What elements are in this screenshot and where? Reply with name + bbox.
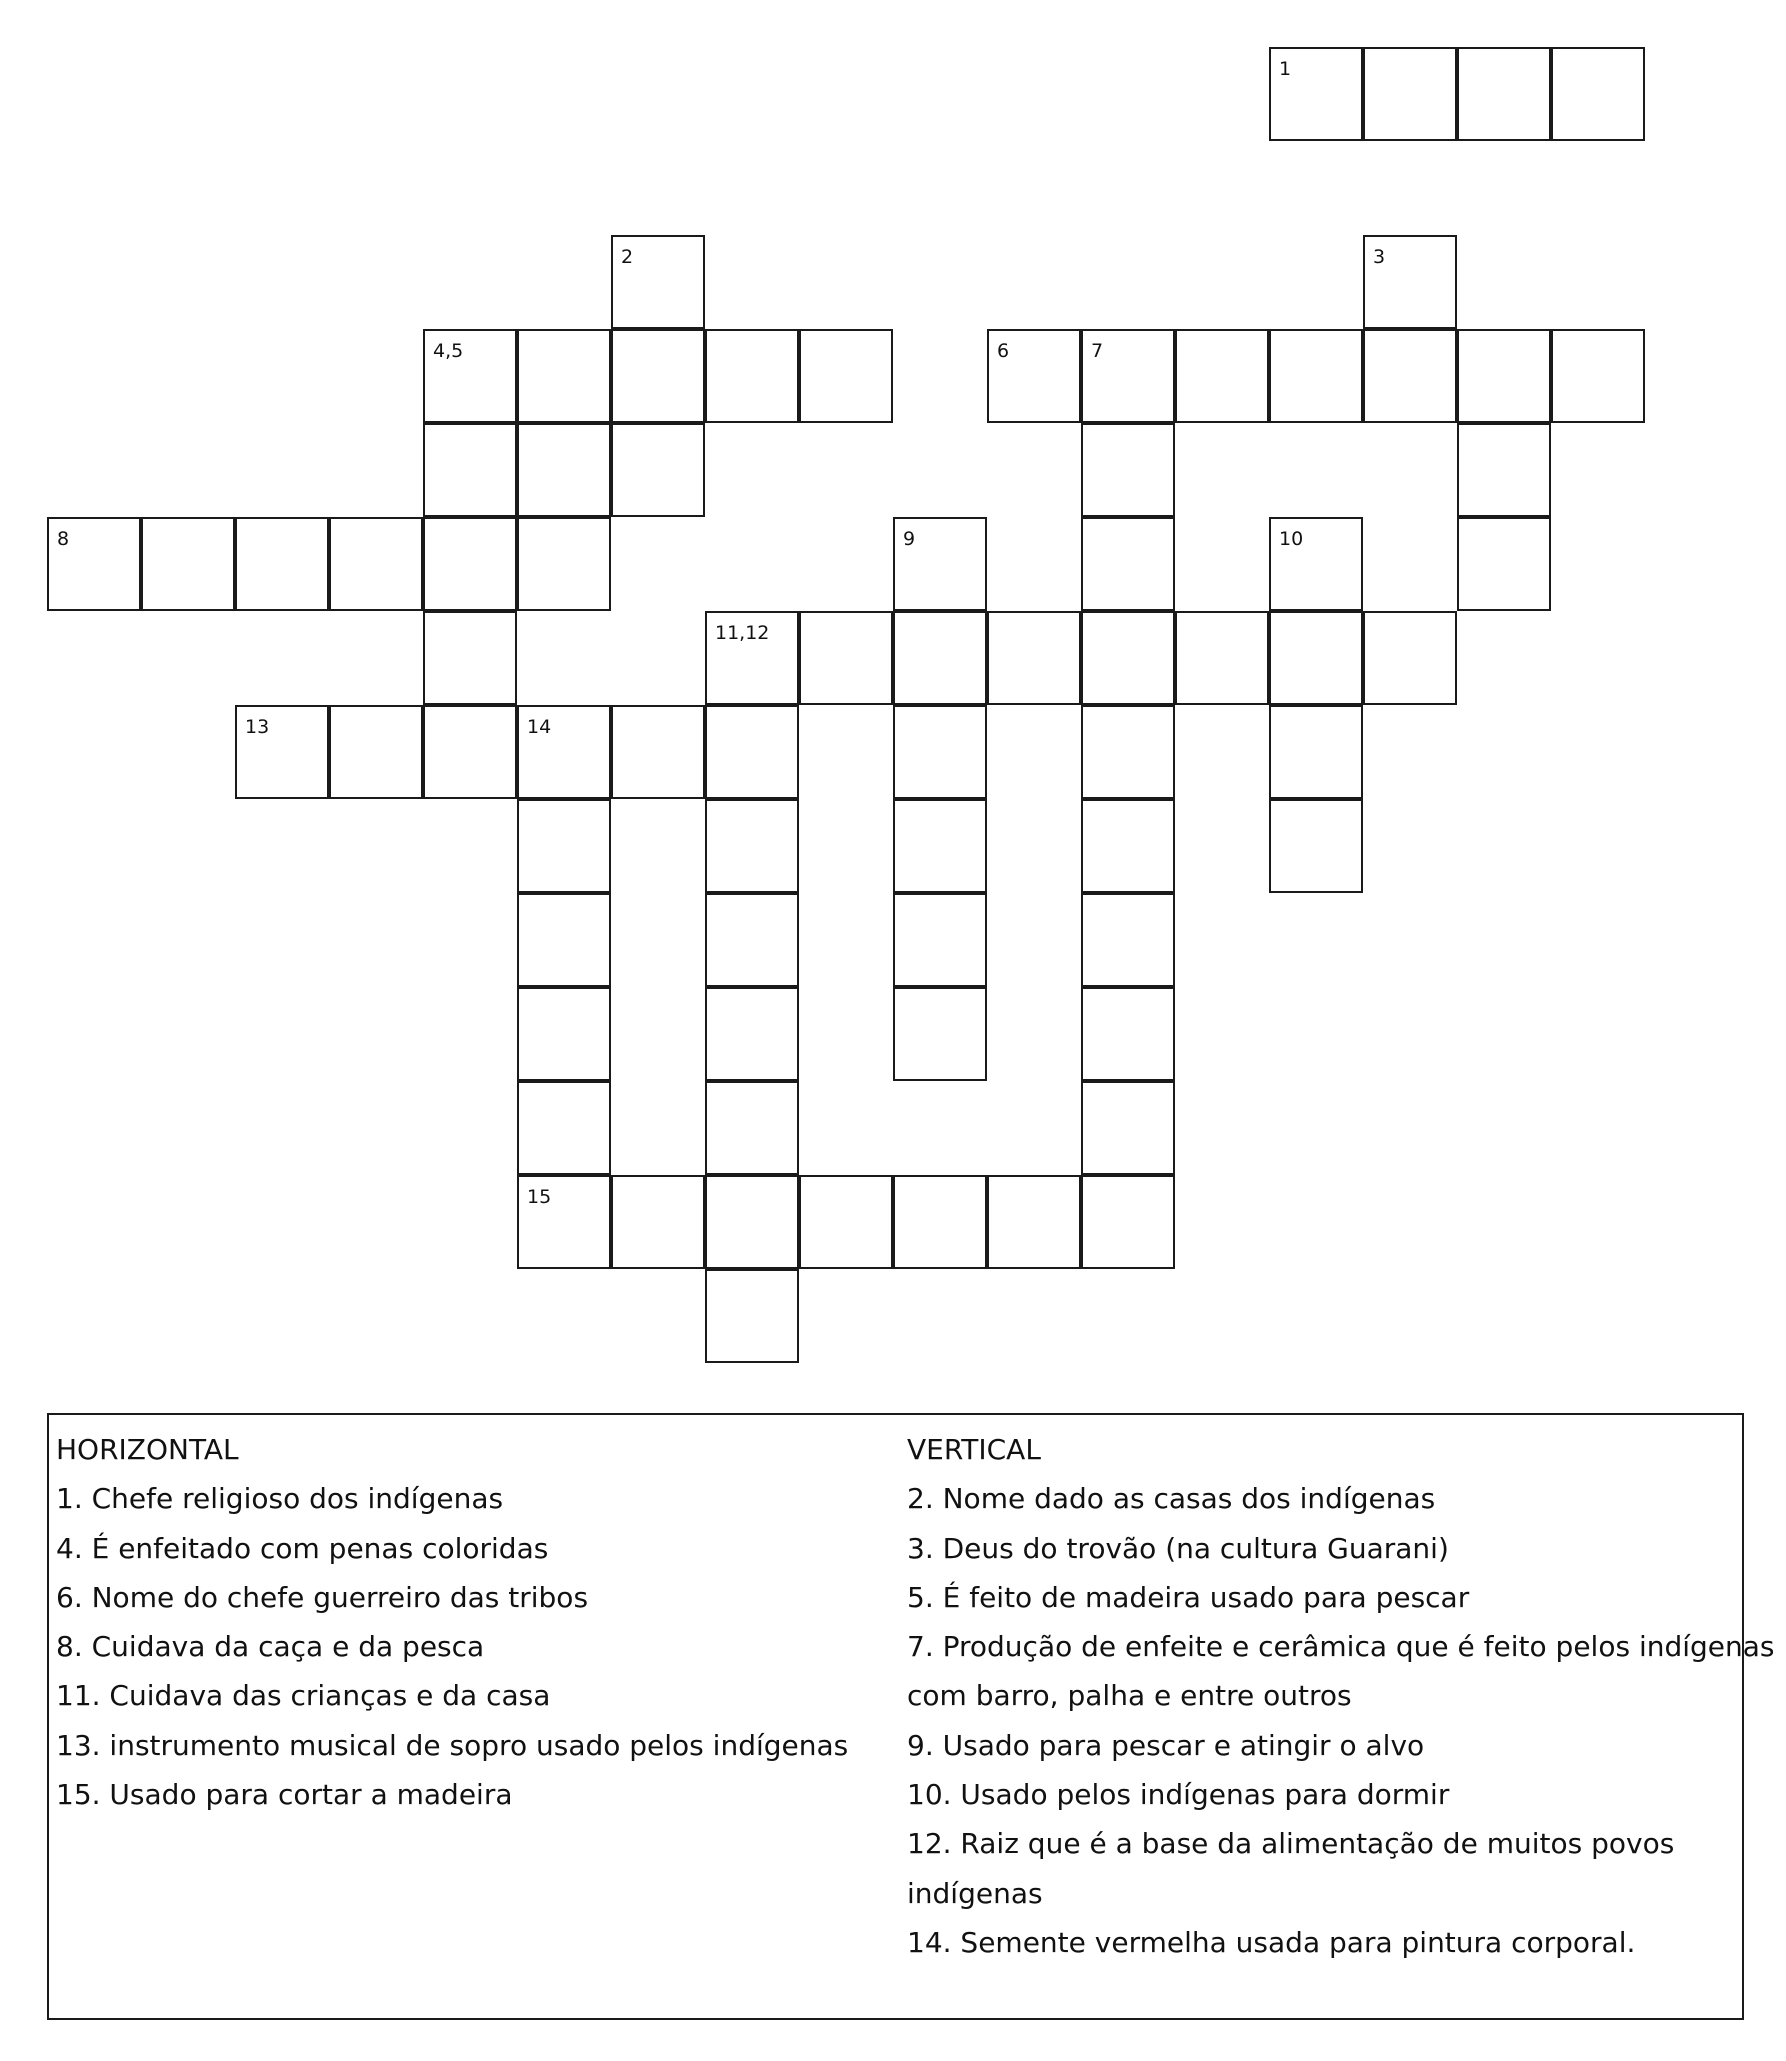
clue-line: indígenas [907, 1876, 1043, 1910]
crossword-cell[interactable] [517, 1175, 611, 1269]
clue-line: 11. Cuidava das crianças e da casa [56, 1679, 551, 1713]
crossword-cell[interactable] [705, 329, 799, 423]
crossword-cell[interactable] [799, 329, 893, 423]
clue-line: 8. Cuidava da caça e da pesca [56, 1630, 485, 1664]
crossword-cell[interactable] [423, 611, 517, 705]
crossword-cell[interactable] [893, 705, 987, 799]
crossword-cell[interactable] [1269, 705, 1363, 799]
clue-line: 15. Usado para cortar a madeira [56, 1778, 513, 1812]
clue-line: 1. Chefe religioso dos indígenas [56, 1482, 504, 1516]
crossword-cell[interactable] [1081, 423, 1175, 517]
clue-number: 8 [57, 528, 70, 550]
clue-line: 7. Produção de enfeite e cerâmica que é feito pelos indígenas [907, 1630, 1775, 1664]
crossword-cell[interactable] [47, 517, 141, 611]
clue-number: 10 [1279, 528, 1304, 550]
crossword-cell[interactable] [1363, 329, 1457, 423]
crossword-cell[interactable] [893, 893, 987, 987]
clue-number: 14 [527, 716, 552, 738]
clue-number: 4,5 [433, 340, 464, 362]
crossword-cell[interactable] [517, 329, 611, 423]
crossword-cell[interactable] [611, 1175, 705, 1269]
crossword-cell[interactable] [517, 517, 611, 611]
crossword-cell[interactable] [611, 329, 705, 423]
crossword-cell[interactable] [611, 423, 705, 517]
horizontal-clues [56, 1425, 886, 1819]
crossword-cell[interactable] [1081, 987, 1175, 1081]
crossword-cell[interactable] [893, 799, 987, 893]
crossword-cell[interactable] [1081, 1081, 1175, 1175]
crossword-cell[interactable] [705, 1269, 799, 1363]
crossword-cell[interactable] [329, 705, 423, 799]
crossword-cell[interactable] [517, 799, 611, 893]
crossword-cell[interactable] [235, 517, 329, 611]
vertical-clues [907, 1425, 1775, 1967]
crossword-cell[interactable] [799, 1175, 893, 1269]
crossword-cell[interactable] [705, 1081, 799, 1175]
crossword-cell[interactable] [1457, 329, 1551, 423]
crossword-cell[interactable] [893, 1175, 987, 1269]
crossword-cell[interactable] [705, 611, 799, 705]
clue-line: 14. Semente vermelha usada para pintura corporal. [907, 1925, 1636, 1959]
crossword-cell[interactable] [1269, 611, 1363, 705]
vertical-title: VERTICAL [907, 1433, 1041, 1466]
clue-number: 6 [997, 340, 1010, 362]
crossword-cell[interactable] [1551, 329, 1645, 423]
crossword-cell[interactable] [987, 611, 1081, 705]
crossword-cell[interactable] [1081, 893, 1175, 987]
clue-line: com barro, palha e entre outros [907, 1679, 1352, 1713]
crossword-cell[interactable] [1269, 329, 1363, 423]
clue-number: 11,12 [715, 622, 770, 644]
clue-number: 2 [621, 246, 634, 268]
crossword-cell[interactable] [705, 705, 799, 799]
crossword-cell[interactable] [1081, 799, 1175, 893]
crossword-cell[interactable] [705, 893, 799, 987]
crossword-cell[interactable] [1457, 47, 1551, 141]
clue-line: 12. Raiz que é a base da alimentação de muitos povos [907, 1827, 1675, 1861]
crossword-cell[interactable] [423, 329, 517, 423]
crossword-cell[interactable] [517, 987, 611, 1081]
crossword-cell[interactable] [1081, 329, 1175, 423]
crossword-cell[interactable] [611, 705, 705, 799]
crossword-cell[interactable] [517, 1081, 611, 1175]
crossword-cell[interactable] [1175, 329, 1269, 423]
crossword-cell[interactable] [141, 517, 235, 611]
crossword-cell[interactable] [1081, 705, 1175, 799]
clue-line: 9. Usado para pescar e atingir o alvo [907, 1728, 1425, 1762]
crossword-cell[interactable] [799, 611, 893, 705]
crossword-cell[interactable] [1269, 517, 1363, 611]
clue-number: 1 [1279, 58, 1292, 80]
clue-number: 3 [1373, 246, 1386, 268]
crossword-cell[interactable] [987, 329, 1081, 423]
crossword-cell[interactable] [1081, 611, 1175, 705]
crossword-cell[interactable] [893, 987, 987, 1081]
clue-line: 5. É feito de madeira usado para pescar [907, 1580, 1470, 1614]
crossword-cell[interactable] [1363, 611, 1457, 705]
crossword-cell[interactable] [1081, 517, 1175, 611]
clue-number: 7 [1091, 340, 1104, 362]
crossword-cell[interactable] [705, 799, 799, 893]
clue-number: 15 [527, 1186, 552, 1208]
clue-line: 2. Nome dado as casas dos indígenas [907, 1482, 1436, 1516]
crossword-cell[interactable] [1081, 1175, 1175, 1269]
clue-number: 9 [903, 528, 916, 550]
crossword-cell[interactable] [1457, 517, 1551, 611]
clue-line: 13. instrumento musical de sopro usado pelos indígenas [56, 1728, 849, 1762]
clue-number: 13 [245, 716, 270, 738]
crossword-cell[interactable] [517, 423, 611, 517]
clue-line: 4. É enfeitado com penas coloridas [56, 1531, 549, 1565]
crossword-cell[interactable] [705, 987, 799, 1081]
crossword-cell[interactable] [1175, 611, 1269, 705]
crossword-cell[interactable] [329, 517, 423, 611]
crossword-cell[interactable] [1269, 799, 1363, 893]
crossword-cell[interactable] [423, 705, 517, 799]
crossword-cell[interactable] [517, 705, 611, 799]
crossword-cell[interactable] [611, 235, 705, 329]
crossword-cell[interactable] [1269, 47, 1363, 141]
crossword-cell[interactable] [1457, 423, 1551, 517]
crossword-cell[interactable] [893, 611, 987, 705]
crossword-cell[interactable] [517, 893, 611, 987]
clues-box [47, 1413, 1775, 2020]
crossword-cell[interactable] [423, 423, 517, 517]
crossword-cell[interactable] [1363, 235, 1457, 329]
crossword-cell[interactable] [1551, 47, 1645, 141]
crossword-cell[interactable] [705, 1175, 799, 1269]
clue-line: 3. Deus do trovão (na cultura Guarani) [907, 1531, 1449, 1565]
crossword-cell[interactable] [1363, 47, 1457, 141]
crossword-cell[interactable] [893, 517, 987, 611]
clue-line: 10. Usado pelos indígenas para dormir [907, 1778, 1450, 1812]
crossword-cell[interactable] [987, 1175, 1081, 1269]
crossword-cell[interactable] [235, 705, 329, 799]
crossword-cell[interactable] [423, 517, 517, 611]
horizontal-title: HORIZONTAL [56, 1433, 239, 1466]
clue-line: 6. Nome do chefe guerreiro das tribos [56, 1580, 589, 1614]
